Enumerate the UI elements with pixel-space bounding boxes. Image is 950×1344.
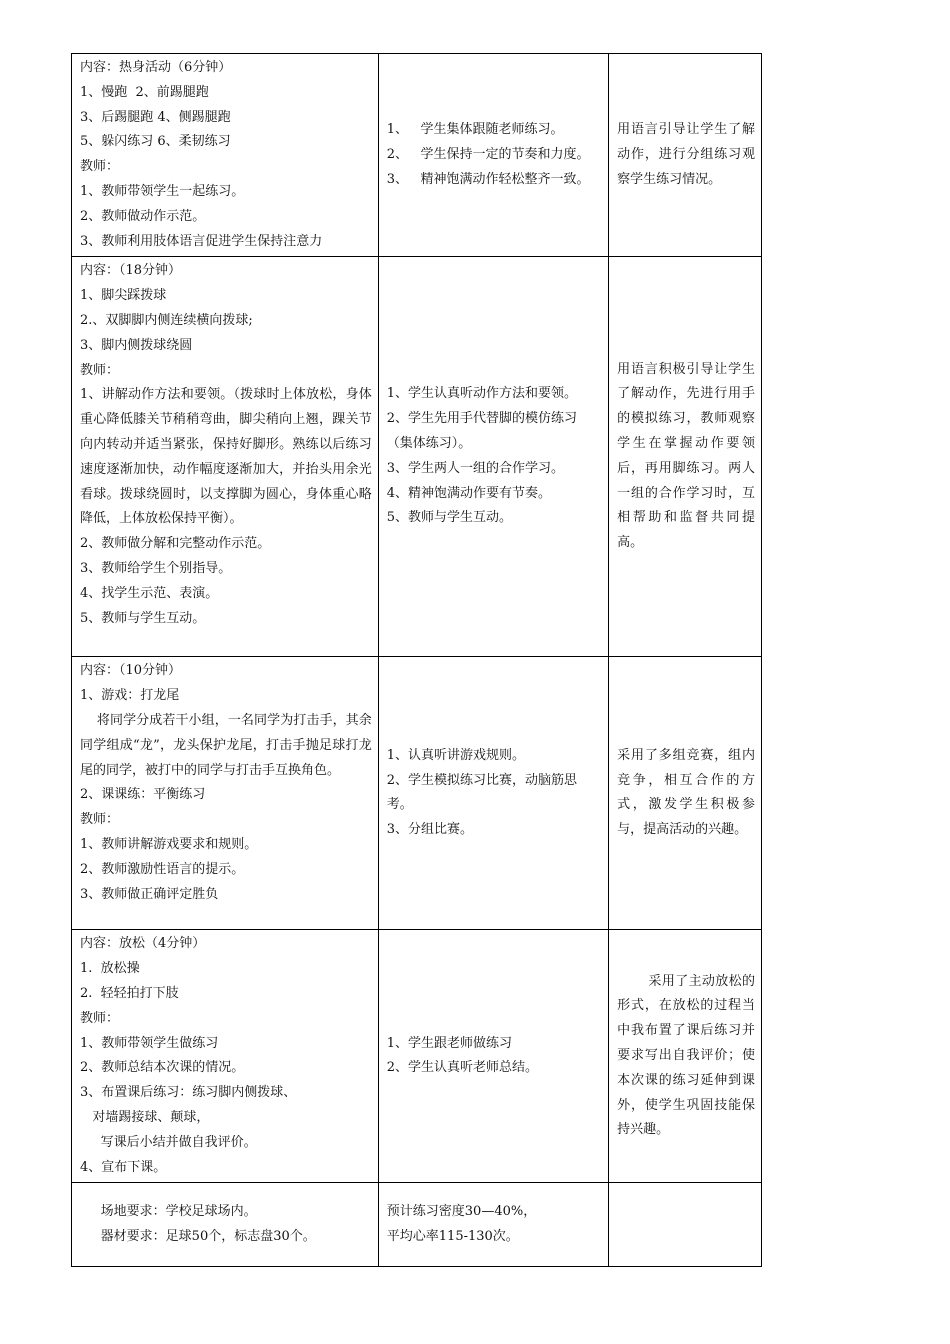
student-activity-line: 1、学生跟老师做练习 [386, 1035, 513, 1051]
content-cell [72, 257, 379, 657]
content-line: 教师： [80, 812, 120, 828]
content-cell [72, 657, 379, 930]
student-activity-line: 2、学生先用手代替脚的模仿练习（集体练习）。 [386, 411, 578, 452]
student-activity-cell [378, 1183, 608, 1267]
content-line: 内容：热身活动（6分钟） [80, 60, 232, 75]
content-line: 场地要求：学校足球场内。 [80, 1204, 257, 1220]
student-activity-line: 5、教师与学生互动。 [386, 510, 513, 526]
lesson-plan-table [71, 53, 762, 1267]
student-activity-line: 2、 学生保持一定的节奏和力度。 [386, 146, 590, 162]
student-activity-line: 3、分组比赛。 [386, 822, 474, 838]
content-line: 1、讲解动作方法和要领。（拨球时上体放松，身体重心降低膝关节稍稍弯曲，脚尖稍向上翘，踝关节向内转动并适当紧张，保持好脚形。熟练以后练习速度逐渐加快，动作幅度逐渐加大，并抬头用余光看球。拨球绕圆时，以支撑脚为圆心，身体重心略降低，上体放松保持平衡）。 [80, 387, 372, 527]
teaching-method-cell [609, 1183, 762, 1267]
content-cell [72, 1183, 379, 1267]
student-activity-line: 3、 精神饱满动作轻松整齐一致。 [386, 171, 590, 187]
content-line: 5、躲闪练习 6、柔韧练习 [80, 134, 231, 150]
content-line: 2、课课练：平衡练习 [80, 787, 206, 803]
student-activity-line: 4、精神饱满动作要有节奏。 [386, 485, 552, 501]
content-line: 4、找学生示范、表演。 [80, 585, 219, 601]
content-line: 3、教师做正确评定胜负 [80, 886, 219, 902]
content-cell [72, 54, 379, 257]
requirements-row [72, 1183, 762, 1267]
game-row [72, 657, 762, 930]
content-line: 3、教师利用肢体语言促进学生保持注意力 [80, 233, 323, 249]
teaching-method-text: 采用了多组竞赛，组内竞争，相互合作的方式，激发学生积极参与，提高活动的兴趣。 [617, 747, 755, 838]
content-line: 1、脚尖踩拨球 [80, 288, 167, 304]
student-activity-line: 1、学生认真听动作方法和要领。 [386, 386, 578, 402]
main-practice-row [72, 257, 762, 657]
content-line: 教师： [80, 362, 120, 378]
content-line: 3、布置课后练习：练习脚内侧拨球、 [80, 1085, 297, 1101]
teaching-method-text: 采用了主动放松的形式，在放松的过程当中我布置了课后练习并要求写出自我评价；使本次课的练习延伸到课外，使学生巩固技能保持兴趣。 [617, 973, 755, 1138]
content-line: 内容：（18分钟） [80, 263, 182, 279]
content-line: 写课后小结并做自我评价。 [80, 1134, 257, 1150]
content-line: 内容：（10分钟） [80, 663, 182, 679]
content-line: 5、教师与学生互动。 [80, 610, 206, 626]
content-line: 1、教师带领学生一起练习。 [80, 183, 245, 199]
content-line: 2、教师做动作示范。 [80, 208, 206, 224]
student-activity-line: 1、 学生集体跟随老师练习。 [386, 121, 564, 137]
student-activity-line: 2、学生认真听老师总结。 [386, 1060, 539, 1076]
content-line: 1、慢跑 2、前踢腿跑 [80, 84, 209, 100]
content-line: 将同学分成若干小组，一名同学为打击手，其余同学组成“龙”，龙头保护龙尾，打击手抛足球打龙尾的同学，被打中的同学与打击手互换角色。 [80, 712, 372, 778]
teaching-method-text: 用语言积极引导让学生了解动作，先进行用手的模拟练习，教师观察学生在掌握动作要领后，再用脚练习。两人一组的合作学习时，互相帮助和监督共同提高。 [617, 361, 755, 551]
student-activity-cell [378, 930, 608, 1183]
content-line: 1、教师带领学生做练习 [80, 1035, 219, 1051]
warmup-row [72, 54, 762, 257]
content-line: 3、脚内侧拨球绕圆 [80, 337, 193, 353]
content-line: 1、教师讲解游戏要求和规则。 [80, 836, 258, 852]
student-activity-line: 预计练习密度30—40%， [386, 1204, 537, 1220]
content-line: 4、宣布下课。 [80, 1159, 167, 1175]
student-activity-line: 1、认真听讲游戏规则。 [386, 747, 526, 763]
content-line: 教师： [80, 1010, 120, 1026]
student-activity-cell [378, 657, 608, 930]
student-activity-cell [378, 257, 608, 657]
content-line: 3、后踢腿跑 4、侧踢腿跑 [80, 109, 231, 125]
content-line: 3、教师给学生个别指导。 [80, 560, 232, 576]
content-line: 2、教师总结本次课的情况。 [80, 1060, 245, 1076]
content-line: 1. 放松操 [80, 961, 140, 977]
content-line: 内容：放松（4分钟） [80, 936, 206, 952]
content-line: 器材要求：足球50个，标志盘30个。 [80, 1228, 316, 1244]
content-line: 2. 轻轻拍打下肢 [80, 985, 179, 1001]
teaching-method-cell [609, 930, 762, 1183]
content-line: 2.、双脚脚内侧连续横向拨球; [80, 312, 253, 328]
content-line: 2、教师做分解和完整动作示范。 [80, 536, 271, 552]
content-line: 2、教师激励性语言的提示。 [80, 861, 245, 877]
content-line: 对墙踢接球、颠球， [80, 1109, 210, 1125]
student-activity-cell [378, 54, 608, 257]
teaching-method-text: 用语言引导让学生了解动作，进行分组练习观察学生练习情况。 [617, 121, 755, 187]
cooldown-row [72, 930, 762, 1183]
student-activity-line: 平均心率115-130次。 [386, 1228, 519, 1244]
student-activity-line: 2、学生模拟练习比赛，动脑筋思考。 [386, 772, 578, 813]
content-line: 教师： [80, 159, 120, 175]
content-cell [72, 930, 379, 1183]
teaching-method-cell [609, 657, 762, 930]
content-line: 1、游戏：打龙尾 [80, 688, 180, 704]
teaching-method-cell [609, 54, 762, 257]
student-activity-line: 3、学生两人一组的合作学习。 [386, 460, 565, 476]
teaching-method-cell [609, 257, 762, 657]
